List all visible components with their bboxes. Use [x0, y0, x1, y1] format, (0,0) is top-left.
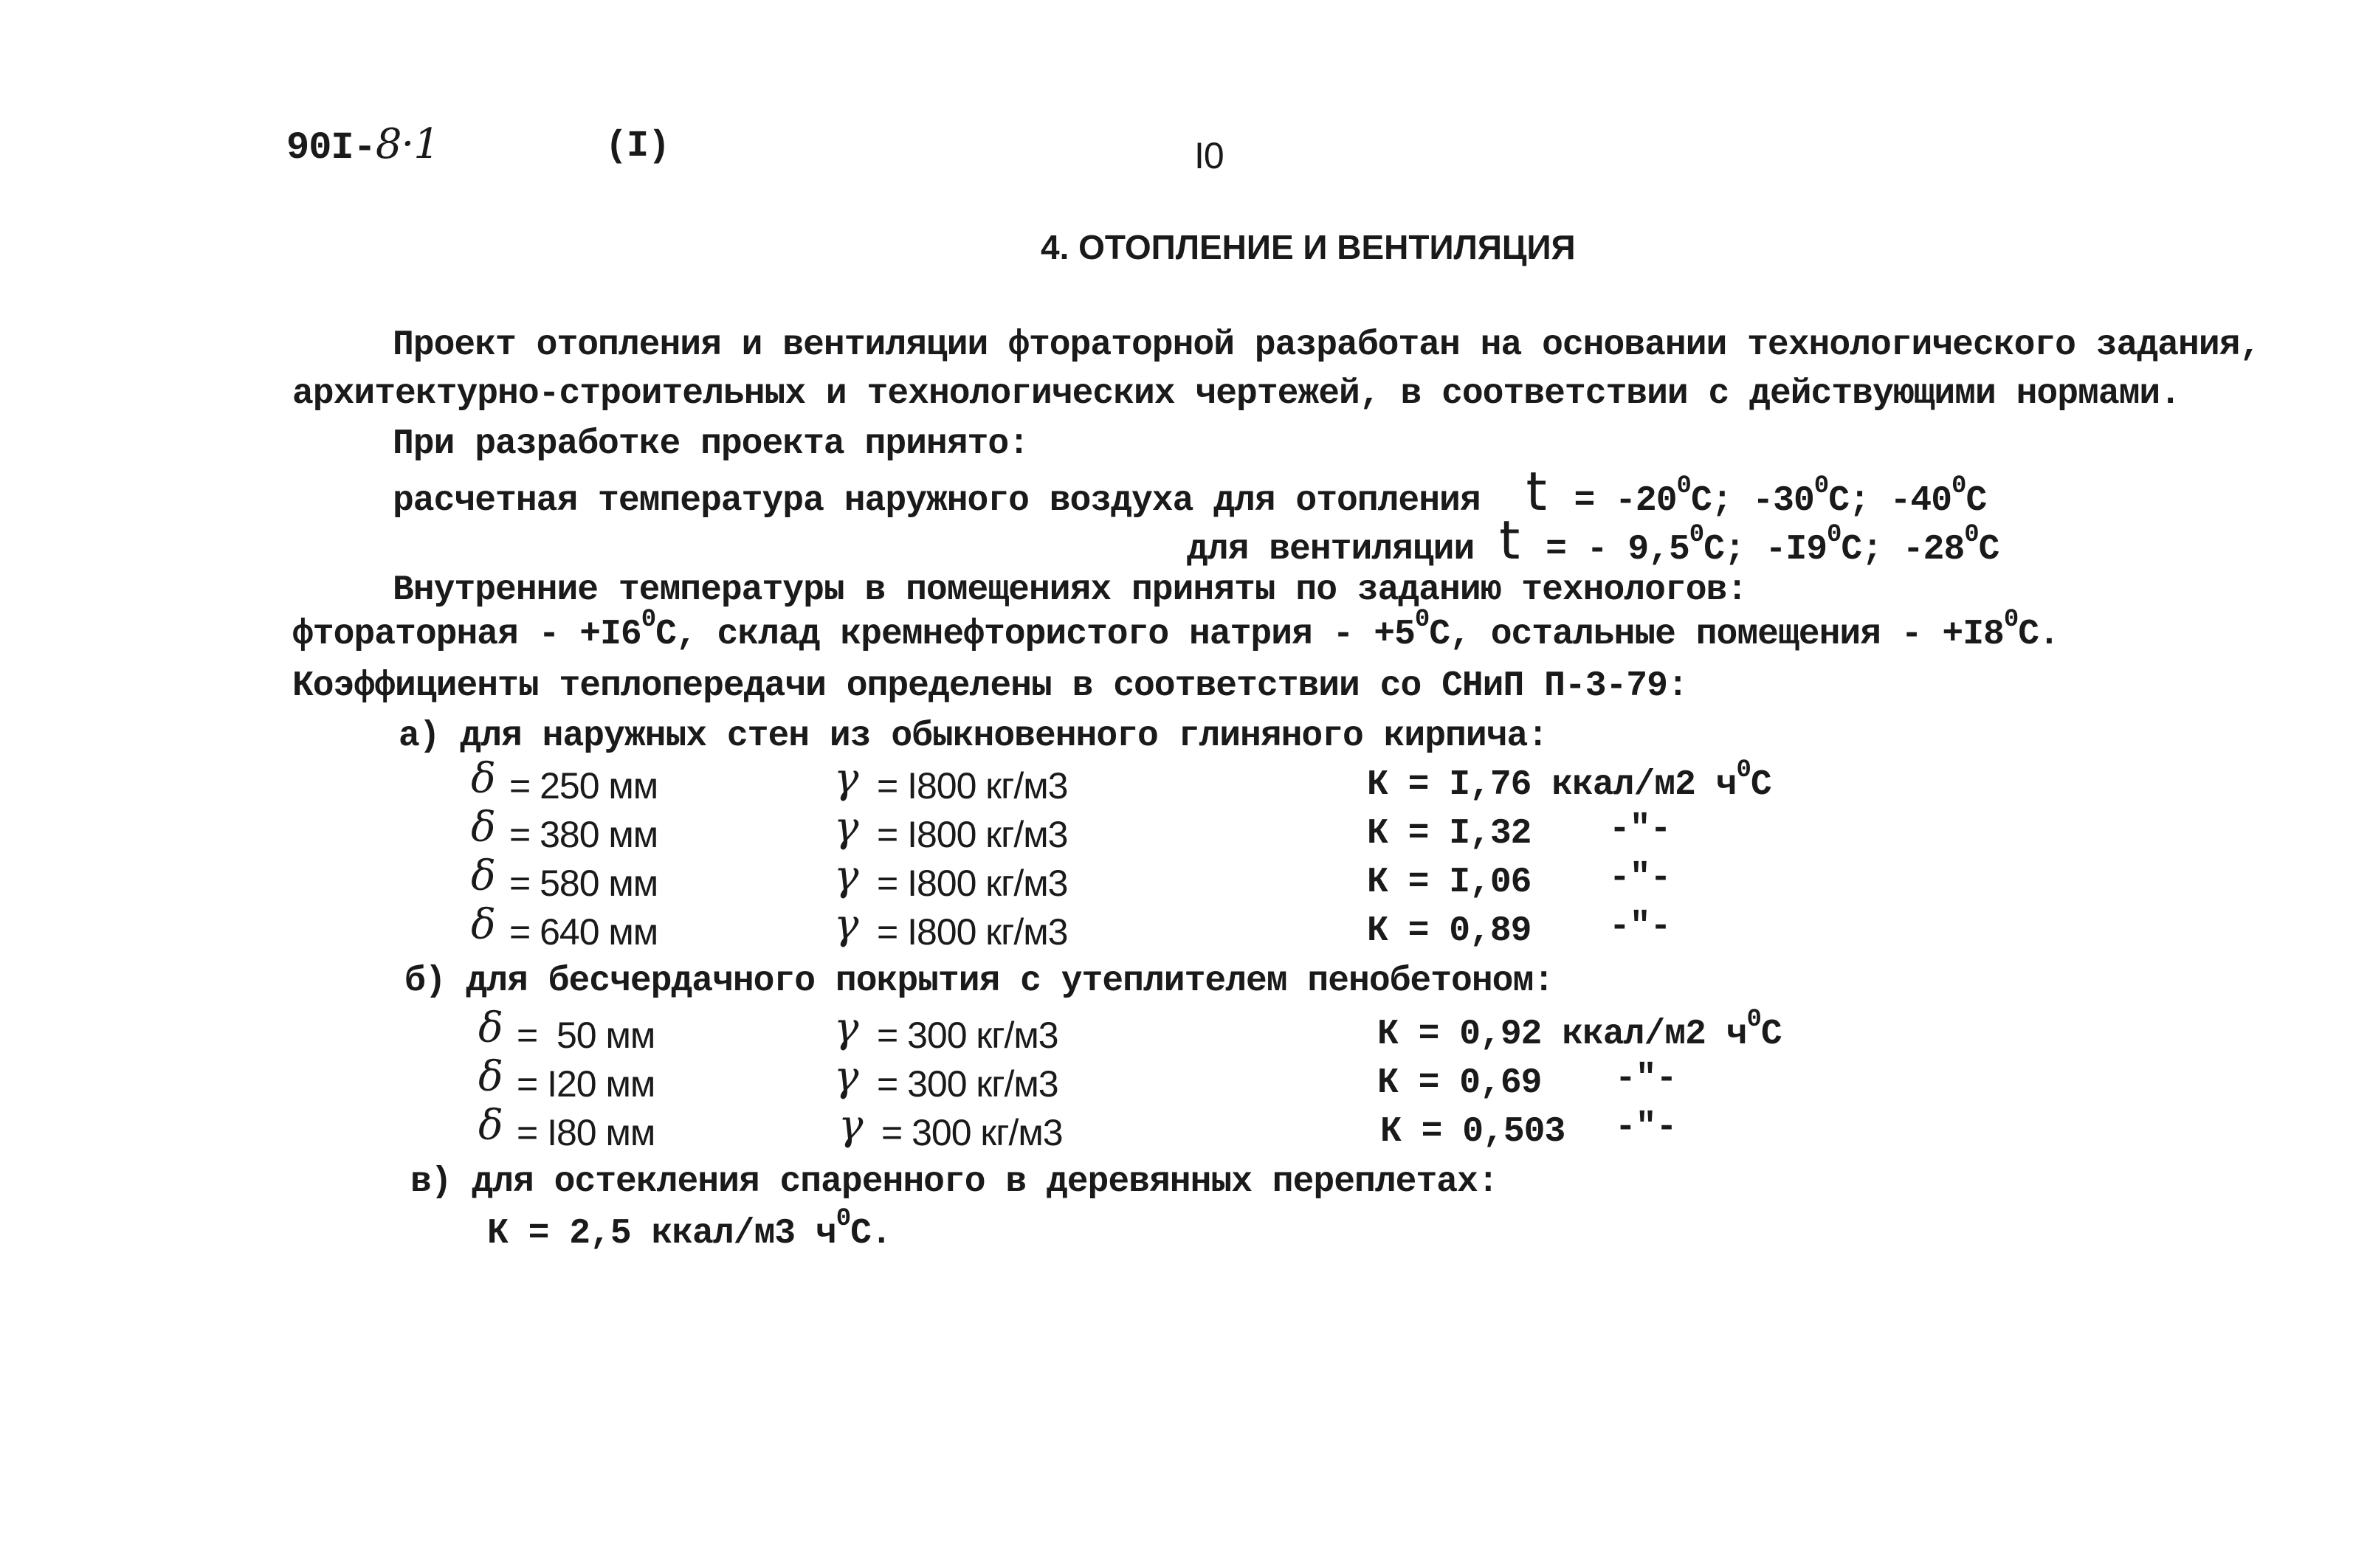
roof-row-1-density: = 300 кг/м3: [877, 1015, 1058, 1056]
document-code-handwritten: 8·1: [375, 120, 439, 168]
document-code: [286, 120, 439, 170]
roof-row-1-k-deg: 0: [1746, 1006, 1761, 1035]
wall-row-2-gamma: γ: [834, 804, 858, 852]
section-title: 4. ОТОПЛЕНИЕ И ВЕНТИЛЯЦИЯ: [1041, 228, 1576, 266]
ventilation-temperature-label: для вентиляции: [1187, 530, 1475, 570]
glazing-heading: в) для остекления спаренного в деревянных переплетах:: [410, 1162, 1498, 1202]
glazing-value: [487, 1205, 892, 1254]
wall-row-2-ditto: -"-: [1609, 809, 1671, 849]
roof-row-3-thickness: = I80 мм: [517, 1112, 655, 1153]
coefficients-intro: Коэффициенты теплопередачи определены в соответствии со СНиП П-3-79:: [292, 666, 1688, 706]
page-number: I0: [1194, 135, 1224, 176]
heating-temp-2-deg: 0: [1813, 472, 1829, 501]
wall-row-1-delta: δ: [471, 755, 495, 803]
wall-row-4-ditto: -"-: [1609, 907, 1671, 947]
heating-temp-1: = -20: [1574, 481, 1677, 521]
wall-row-1-gamma: γ: [834, 755, 858, 803]
wall-row-1-k: [1367, 756, 1771, 805]
wall-row-2-thickness: = 380 мм: [509, 814, 658, 855]
internal-temp-fluorator-deg: 0: [641, 606, 656, 635]
internal-temp-warehouse: C, склад кремнефтористого натрия - +5: [655, 615, 1415, 655]
roof-row-1-delta: δ: [478, 1004, 503, 1052]
internal-temp-other-deg: 0: [2003, 606, 2019, 635]
roof-row-3-delta: δ: [478, 1102, 503, 1150]
heating-temp-1-deg: 0: [1676, 472, 1691, 501]
heating-temp-3: ; -40: [1849, 481, 1952, 521]
roof-row-3-gamma: γ: [838, 1102, 863, 1150]
heating-temperature-label: расчетная температура наружного воздуха для отопления: [393, 481, 1481, 521]
ventilation-temp-2-unit: C: [1841, 530, 1862, 570]
internal-temp-fluorator: фтораторная - +I6: [292, 615, 641, 655]
ventilation-temp-3-deg: 0: [1964, 521, 1979, 550]
wall-row-3-gamma: γ: [834, 852, 858, 900]
roof-row-1-k-unit: С: [1760, 1015, 1782, 1054]
ventilation-temp-2-deg: 0: [1827, 521, 1842, 550]
glazing-k-value: К = 2,5 ккал/м3 ч: [487, 1214, 836, 1254]
wall-row-4-gamma: γ: [834, 901, 858, 949]
wall-row-3-ditto: -"-: [1609, 858, 1671, 898]
roof-row-2-thickness: = I20 мм: [517, 1063, 655, 1105]
wall-row-2-density: = I800 кг/м3: [877, 814, 1068, 855]
internal-temp-other: C, остальные помещения - +I8: [1429, 615, 2004, 655]
wall-row-3-density: = I800 кг/м3: [877, 863, 1068, 904]
wall-row-2-k: К = I,32: [1367, 814, 1532, 854]
wall-row-1-thickness: = 250 мм: [509, 765, 658, 807]
internal-temps-intro: Внутренние температуры в помещениях приняты по заданию технологов:: [393, 570, 1748, 610]
roof-heading: б) для бесчердачного покрытия с утеплителем пенобетоном:: [404, 961, 1554, 1001]
wall-row-1-k-unit: С: [1750, 765, 1771, 805]
heating-temp-2: ; -30: [1711, 481, 1814, 521]
wall-row-4-density: = I800 кг/м3: [877, 911, 1068, 953]
wall-row-4-thickness: = 640 мм: [509, 911, 658, 953]
heating-temp-3-unit: C: [1966, 481, 1987, 521]
internal-temp-warehouse-deg: 0: [1414, 606, 1430, 635]
roof-row-3-k: К = 0,503: [1380, 1112, 1565, 1152]
roof-row-1-gamma: γ: [834, 1004, 858, 1052]
heating-temp-2-unit: C: [1828, 481, 1850, 521]
ventilation-temp-1-deg: 0: [1689, 521, 1704, 550]
document-part: (I): [605, 125, 670, 167]
roof-row-2-gamma: γ: [834, 1053, 858, 1101]
roof-row-3-ditto: -"-: [1615, 1108, 1677, 1147]
wall-row-1-k-value: К = I,76 ккал/м2 ч: [1367, 765, 1737, 805]
internal-temp-end: C.: [2018, 615, 2059, 655]
wall-row-4-k: К = 0,89: [1367, 911, 1532, 951]
roof-row-3-density: = 300 кг/м3: [881, 1112, 1063, 1153]
roof-row-2-ditto: -"-: [1615, 1059, 1677, 1099]
intro-line-2: архитектурно-строительных и технологических чертежей, в соответствии с действующими нормами.: [292, 374, 2181, 414]
ventilation-temp-3: ; -28: [1861, 530, 1965, 570]
heating-t-symbol: t: [1526, 460, 1546, 522]
wall-row-3-thickness: = 580 мм: [509, 863, 658, 904]
glazing-k-unit: С.: [850, 1214, 892, 1254]
ventilation-temperature-row: [1187, 509, 1999, 571]
internal-temps-values: [292, 606, 2059, 655]
roof-row-2-density: = 300 кг/м3: [877, 1063, 1058, 1105]
ventilation-temp-3-unit: C: [1978, 530, 1999, 570]
heating-temp-1-unit: C: [1690, 481, 1712, 521]
glazing-k-deg: 0: [836, 1205, 851, 1234]
ventilation-temp-1: = - 9,5: [1546, 530, 1689, 570]
walls-heading: а) для наружных стен из обыкновенного глиняного кирпича:: [399, 716, 1548, 756]
wall-row-2-delta: δ: [471, 804, 495, 852]
intro-line-3: При разработке проекта принято:: [393, 424, 1029, 464]
roof-row-1-thickness: = 50 мм: [517, 1015, 655, 1056]
wall-row-1-density: = I800 кг/м3: [877, 765, 1068, 807]
intro-line-1: Проект отопления и вентиляции фтораторной разработан на основании технологического задания,: [393, 325, 2261, 365]
heating-temp-3-deg: 0: [1951, 472, 1966, 501]
roof-row-2-delta: δ: [478, 1053, 503, 1101]
roof-row-1-k: [1377, 1006, 1782, 1054]
wall-row-4-delta: δ: [471, 901, 495, 949]
wall-row-1-k-deg: 0: [1736, 756, 1751, 785]
heating-temperature-row: [393, 460, 1987, 522]
ventilation-temp-1-unit: C: [1703, 530, 1724, 570]
wall-row-3-k: К = I,06: [1367, 863, 1532, 902]
roof-row-2-k: К = 0,69: [1377, 1063, 1542, 1103]
ventilation-t-symbol: t: [1499, 509, 1520, 571]
document-code-prefix: 90I-: [286, 126, 376, 170]
ventilation-temp-2: ; -I9: [1723, 530, 1827, 570]
roof-row-1-k-value: К = 0,92 ккал/м2 ч: [1377, 1015, 1747, 1054]
wall-row-3-delta: δ: [471, 852, 495, 900]
